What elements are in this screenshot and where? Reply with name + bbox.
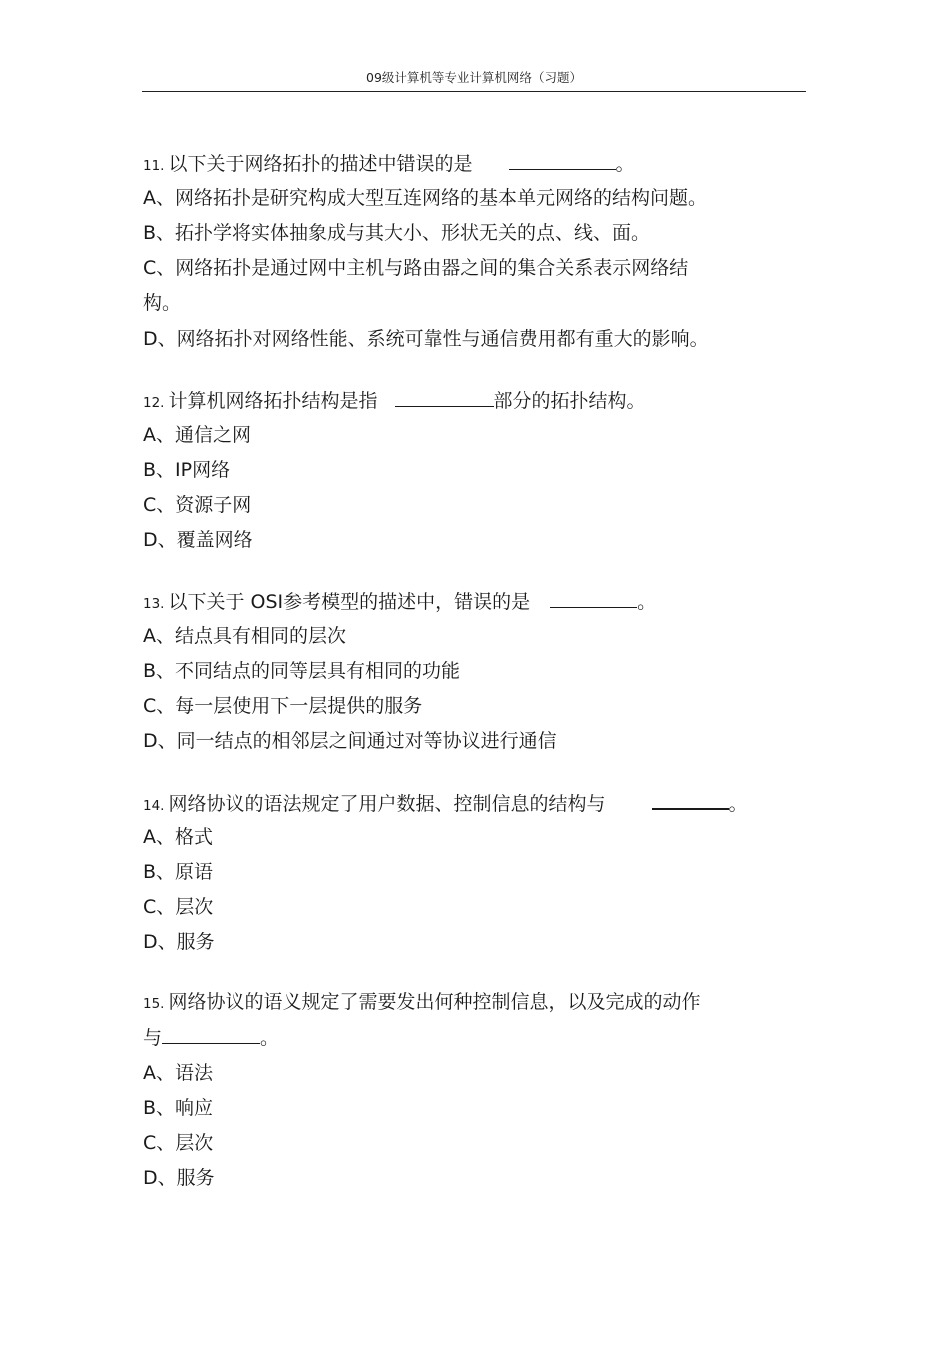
question-number: 12. [143, 395, 165, 411]
question-text-after: 部分的拓扑结构。 [493, 390, 646, 412]
question-number: 14. [143, 798, 165, 814]
question-text-cont: 与 [143, 1027, 163, 1049]
question-11-stem [143, 151, 635, 178]
question-15-stem-cont [143, 1025, 279, 1050]
option-13-b: B、不同结点的同等层具有相同的功能 [143, 660, 461, 682]
option-12-a: A、通信之网 [143, 424, 251, 446]
option-11-a: A、网络拓扑是研究构成大型互连网络的基本单元网络的结构问题。 [143, 187, 707, 209]
option-15-c: C、层次 [143, 1132, 214, 1154]
option-11-d: D、网络拓扑对网络性能、系统可靠性与通信费用都有重大的影响。 [143, 328, 709, 350]
question-text: 计算机网络拓扑结构是指 [168, 390, 378, 412]
option-12-b: B、IP网络 [143, 459, 231, 481]
question-text-after: 。 [615, 153, 635, 175]
option-14-d: D、服务 [143, 931, 215, 953]
option-11-c: C、网络拓扑是通过网中主机与路由器之间的集合关系表示网络结 [143, 257, 689, 279]
option-13-c: C、每一层使用下一层提供的服务 [143, 695, 423, 717]
question-13-stem [143, 589, 656, 616]
answer-blank [652, 790, 729, 810]
option-15-a: A、语法 [143, 1062, 213, 1084]
option-11-b: B、拓扑学将实体抽象成与其大小、形状无关的点、线、面。 [143, 222, 651, 244]
answer-blank [395, 388, 494, 407]
option-13-d: D、同一结点的相邻层之间通过对等协议进行通信 [143, 730, 557, 752]
answer-blank [162, 1025, 260, 1044]
option-12-c: C、资源子网 [143, 494, 252, 516]
answer-blank [509, 151, 616, 170]
page-header-title: 09级计算机等专业计算机网络（习题） [366, 70, 582, 85]
option-13-a: A、结点具有相同的层次 [143, 625, 346, 647]
question-text: 以下关于 OSI参考模型的描述中，错误的是 [168, 591, 531, 613]
question-14-stem [143, 790, 748, 818]
question-text-after: 。 [260, 1027, 280, 1049]
question-text: 网络协议的语义规定了需要发出何种控制信息，以及完成的动作 [168, 991, 701, 1013]
question-text-after: 。 [637, 591, 657, 613]
header-divider [142, 91, 806, 92]
answer-blank [550, 589, 637, 608]
question-15-stem [143, 990, 701, 1016]
option-14-c: C、层次 [143, 896, 214, 918]
option-15-d: D、服务 [143, 1167, 215, 1189]
question-number: 13. [143, 596, 165, 612]
option-14-b: B、原语 [143, 861, 214, 883]
option-14-a: A、格式 [143, 826, 213, 848]
option-12-d: D、覆盖网络 [143, 529, 253, 551]
question-number: 15. [143, 996, 165, 1012]
question-number: 11. [143, 158, 165, 174]
question-text: 网络协议的语法规定了用户数据、控制信息的结构与 [168, 793, 606, 815]
option-15-b: B、响应 [143, 1097, 214, 1119]
question-text: 以下关于网络拓扑的描述中错误的是 [168, 153, 473, 175]
question-text-after: 。 [728, 793, 748, 815]
option-11-c-cont: 构。 [143, 292, 182, 314]
question-12-stem [143, 388, 646, 415]
